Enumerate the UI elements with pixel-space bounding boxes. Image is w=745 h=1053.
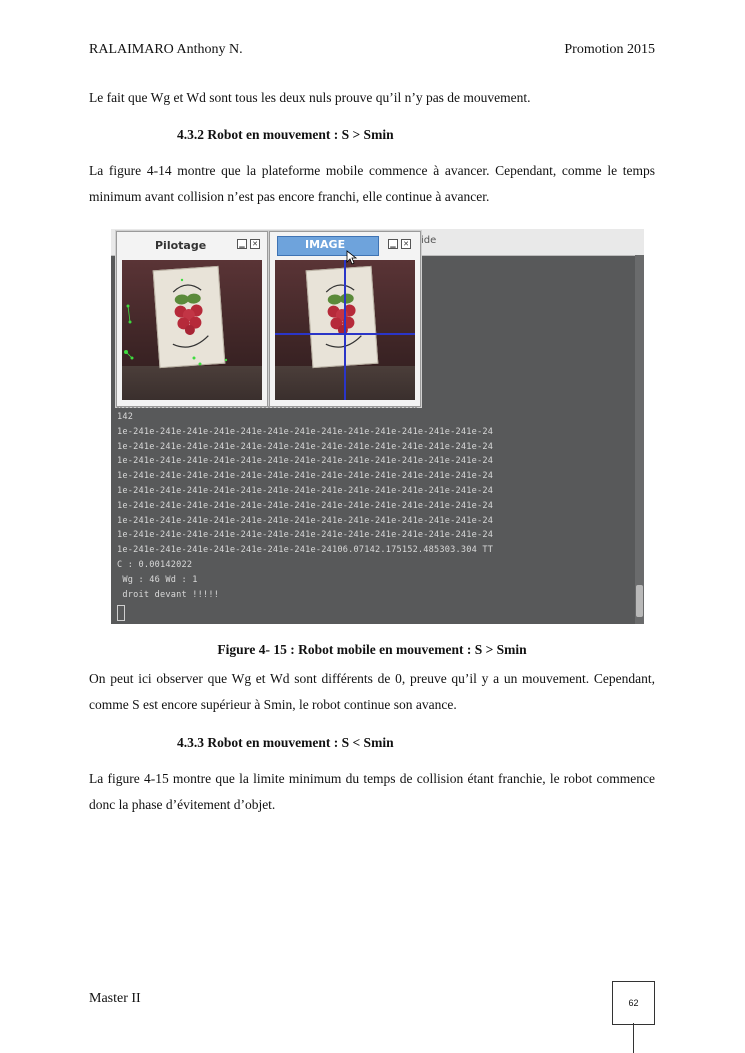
pilotage-window-title: Pilotage <box>155 239 207 252</box>
paragraph-avoidance: La figure 4-15 montre que la limite minimum du temps de collision étant franchie, le robot commence donc la phase d’évitement d’objet. <box>89 771 655 812</box>
terminal-line: 1e-241e-241e-241e-241e-241e-241e-241e-241e-241e-241e-241e-241e-241e-24 <box>117 441 494 452</box>
camera-view-image <box>275 260 415 400</box>
terminal-line: droit devant !!!!! <box>117 589 220 600</box>
image-window-title: IMAGE <box>305 238 346 251</box>
image-window <box>269 231 421 407</box>
terminal-scrollbar[interactable] <box>635 255 644 624</box>
terminal-line: 1e-241e-241e-241e-241e-241e-241e-241e-241e-241e-241e-241e-241e-241e-24 <box>117 426 494 437</box>
section-heading-4-3-3: 4.3.3 Robot en mouvement : S < Smin <box>177 735 394 750</box>
terminal-line: 1e-241e-241e-241e-241e-241e-241e-241e-241e-241e-241e-241e-241e-241e-24 <box>117 471 494 482</box>
figure-terminal-screenshot <box>111 229 644 624</box>
paragraph-observation: On peut ici observer que Wg et Wd sont différents de 0, preuve qu’il y a un mouvement. Cependant, comme S est encore supérieur à Smin, le robot continue son avance. <box>89 671 655 712</box>
terminal-line: 1e-241e-241e-241e-241e-241e-241e-241e-24106.07142.175152.485303.304 TT <box>117 545 494 556</box>
page-number-line <box>633 1023 634 1053</box>
close-icon: ✕ <box>250 239 260 249</box>
terminal-top-bar-text: ide <box>421 235 437 246</box>
camera-view-pilotage <box>122 260 262 400</box>
terminal-line: 1e-241e-241e-241e-241e-241e-241e-241e-241e-241e-241e-241e-241e-241e-24 <box>117 485 494 496</box>
header-promotion: Promotion 2015 <box>564 42 655 57</box>
terminal-line: Wg : 46 Wd : 1 <box>117 574 198 585</box>
mouse-cursor-icon <box>346 250 358 266</box>
footer-master: Master II <box>89 991 141 1006</box>
paragraph-figure-intro: La figure 4-14 montre que la plateforme mobile commence à avancer. Cependant, comme le temps minimum avant collision n’est pas encore franchi, elle continue à avancer. <box>89 163 655 204</box>
terminal-output <box>117 410 493 602</box>
paragraph-no-movement: Le fait que Wg et Wd sont tous les deux nuls prouve qu’il n’y pas de mouvement. <box>89 90 531 105</box>
image-window-titlebar <box>270 232 420 256</box>
terminal-line: 1e-241e-241e-241e-241e-241e-241e-241e-241e-241e-241e-241e-241e-241e-24 <box>117 515 494 526</box>
terminal-line: 1e-241e-241e-241e-241e-241e-241e-241e-241e-241e-241e-241e-241e-241e-24 <box>117 530 494 541</box>
terminal-scrollbar-thumb[interactable] <box>636 585 643 617</box>
page-number-box: 62 <box>612 981 655 1025</box>
terminal-line: C : 0.00142022 <box>117 559 193 570</box>
section-heading-4-3-2: 4.3.2 Robot en mouvement : S > Smin <box>177 127 394 142</box>
header-author: RALAIMARO Anthony N. <box>89 42 243 57</box>
minimize-icon: ▁ <box>237 239 247 249</box>
terminal-cursor <box>117 605 125 621</box>
pilotage-window <box>116 231 268 407</box>
feature-points-overlay <box>122 260 262 400</box>
crosshair-overlay <box>275 260 415 400</box>
terminal-line: 142 <box>117 412 134 422</box>
terminal-line: 1e-241e-241e-241e-241e-241e-241e-241e-241e-241e-241e-241e-241e-241e-24 <box>117 456 494 467</box>
pilotage-window-titlebar <box>117 232 267 256</box>
figure-caption: Figure 4- 15 : Robot mobile en mouvement : S > Smin <box>217 642 527 657</box>
minimize-icon: ▁ <box>388 239 398 249</box>
terminal-line: 1e-241e-241e-241e-241e-241e-241e-241e-241e-241e-241e-241e-241e-241e-24 <box>117 500 494 511</box>
close-icon: ✕ <box>401 239 411 249</box>
